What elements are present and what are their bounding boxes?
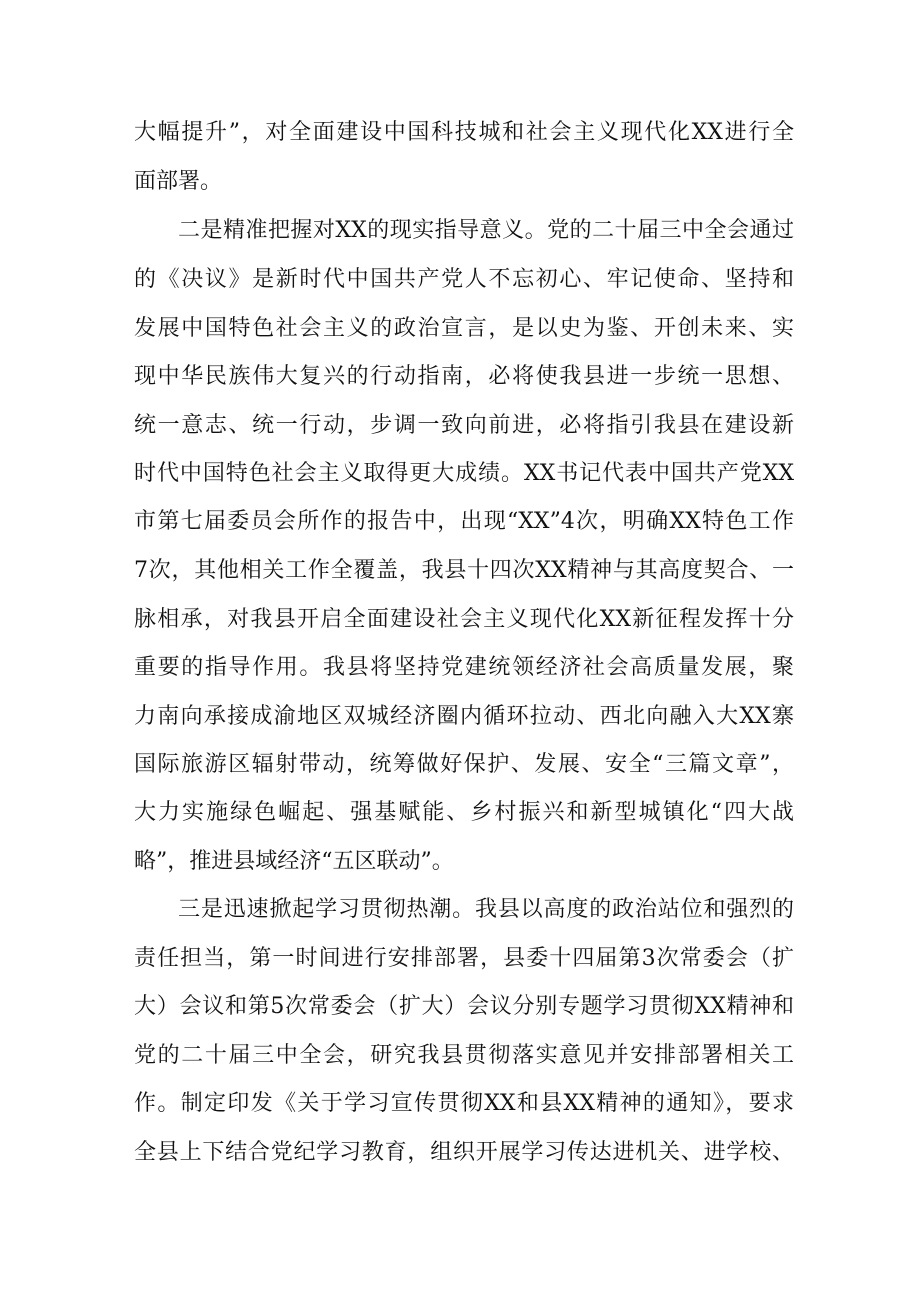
text-line: 大幅提升”，对全面建设中国科技城和社会主义现代化XX进行全 bbox=[134, 120, 794, 145]
text-line: 大力实施绿色崛起、强基赋能、乡村振兴和新型城镇化“四大战 bbox=[134, 800, 794, 825]
text-line: 全县上下结合党纪学习教育，组织开展学习传达进机关、进学校、 bbox=[134, 1140, 794, 1165]
text-line: 党的二十届三中全会，研究我县贯彻落实意见并安排部署相关工 bbox=[134, 1043, 794, 1068]
text-line: 力南向承接成渝地区双城经济圈内循环拉动、西北向融入大XX寨 bbox=[134, 704, 794, 729]
text-line: 作。制定印发《关于学习宣传贯彻XX和县XX精神的通知》，要求 bbox=[134, 1091, 794, 1116]
text-line: 国际旅游区辐射带动，统筹做好保护、发展、安全“三篇文章”， bbox=[134, 752, 794, 777]
text-line: 责任担当，第一时间进行安排部署，县委十四届第3次常委会（扩 bbox=[134, 946, 794, 971]
text-line: 略”，推进县域经济“五区联动”。 bbox=[134, 849, 454, 874]
text-line: 时代中国特色社会主义取得更大成绩。XX书记代表中国共产党XX bbox=[134, 461, 794, 486]
text-line: 现中华民族伟大复兴的行动指南，必将使我县进一步统一思想、 bbox=[134, 364, 794, 389]
text-line: 重要的指导作用。我县将坚持党建统领经济社会高质量发展，聚 bbox=[134, 655, 794, 680]
text-line: 脉相承，对我县开启全面建设社会主义现代化XX新征程发挥十分 bbox=[134, 607, 794, 632]
text-line: 市第七届委员会所作的报告中，出现“XX”4次，明确XX特色工作 bbox=[134, 509, 794, 534]
text-line: 三是迅速掀起学习贯彻热潮。我县以高度的政治站位和强烈的 bbox=[178, 897, 794, 922]
text-line: 大）会议和第5次常委会（扩大）会议分别专题学习贯彻XX精神和 bbox=[134, 994, 794, 1019]
text-line: 统一意志、统一行动，步调一致向前进，必将指引我县在建设新 bbox=[134, 413, 794, 438]
text-line: 发展中国特色社会主义的政治宣言，是以史为鉴、开创未来、实 bbox=[134, 316, 794, 341]
text-line: 二是精准把握对XX的现实指导意义。党的二十届三中全会通过 bbox=[178, 218, 794, 243]
text-line: 7次，其他相关工作全覆盖，我县十四次XX精神与其高度契合、一 bbox=[134, 558, 794, 583]
text-line: 面部署。 bbox=[134, 169, 223, 194]
text-line: 的《决议》是新时代中国共产党人不忘初心、牢记使命、坚持和 bbox=[134, 267, 794, 292]
